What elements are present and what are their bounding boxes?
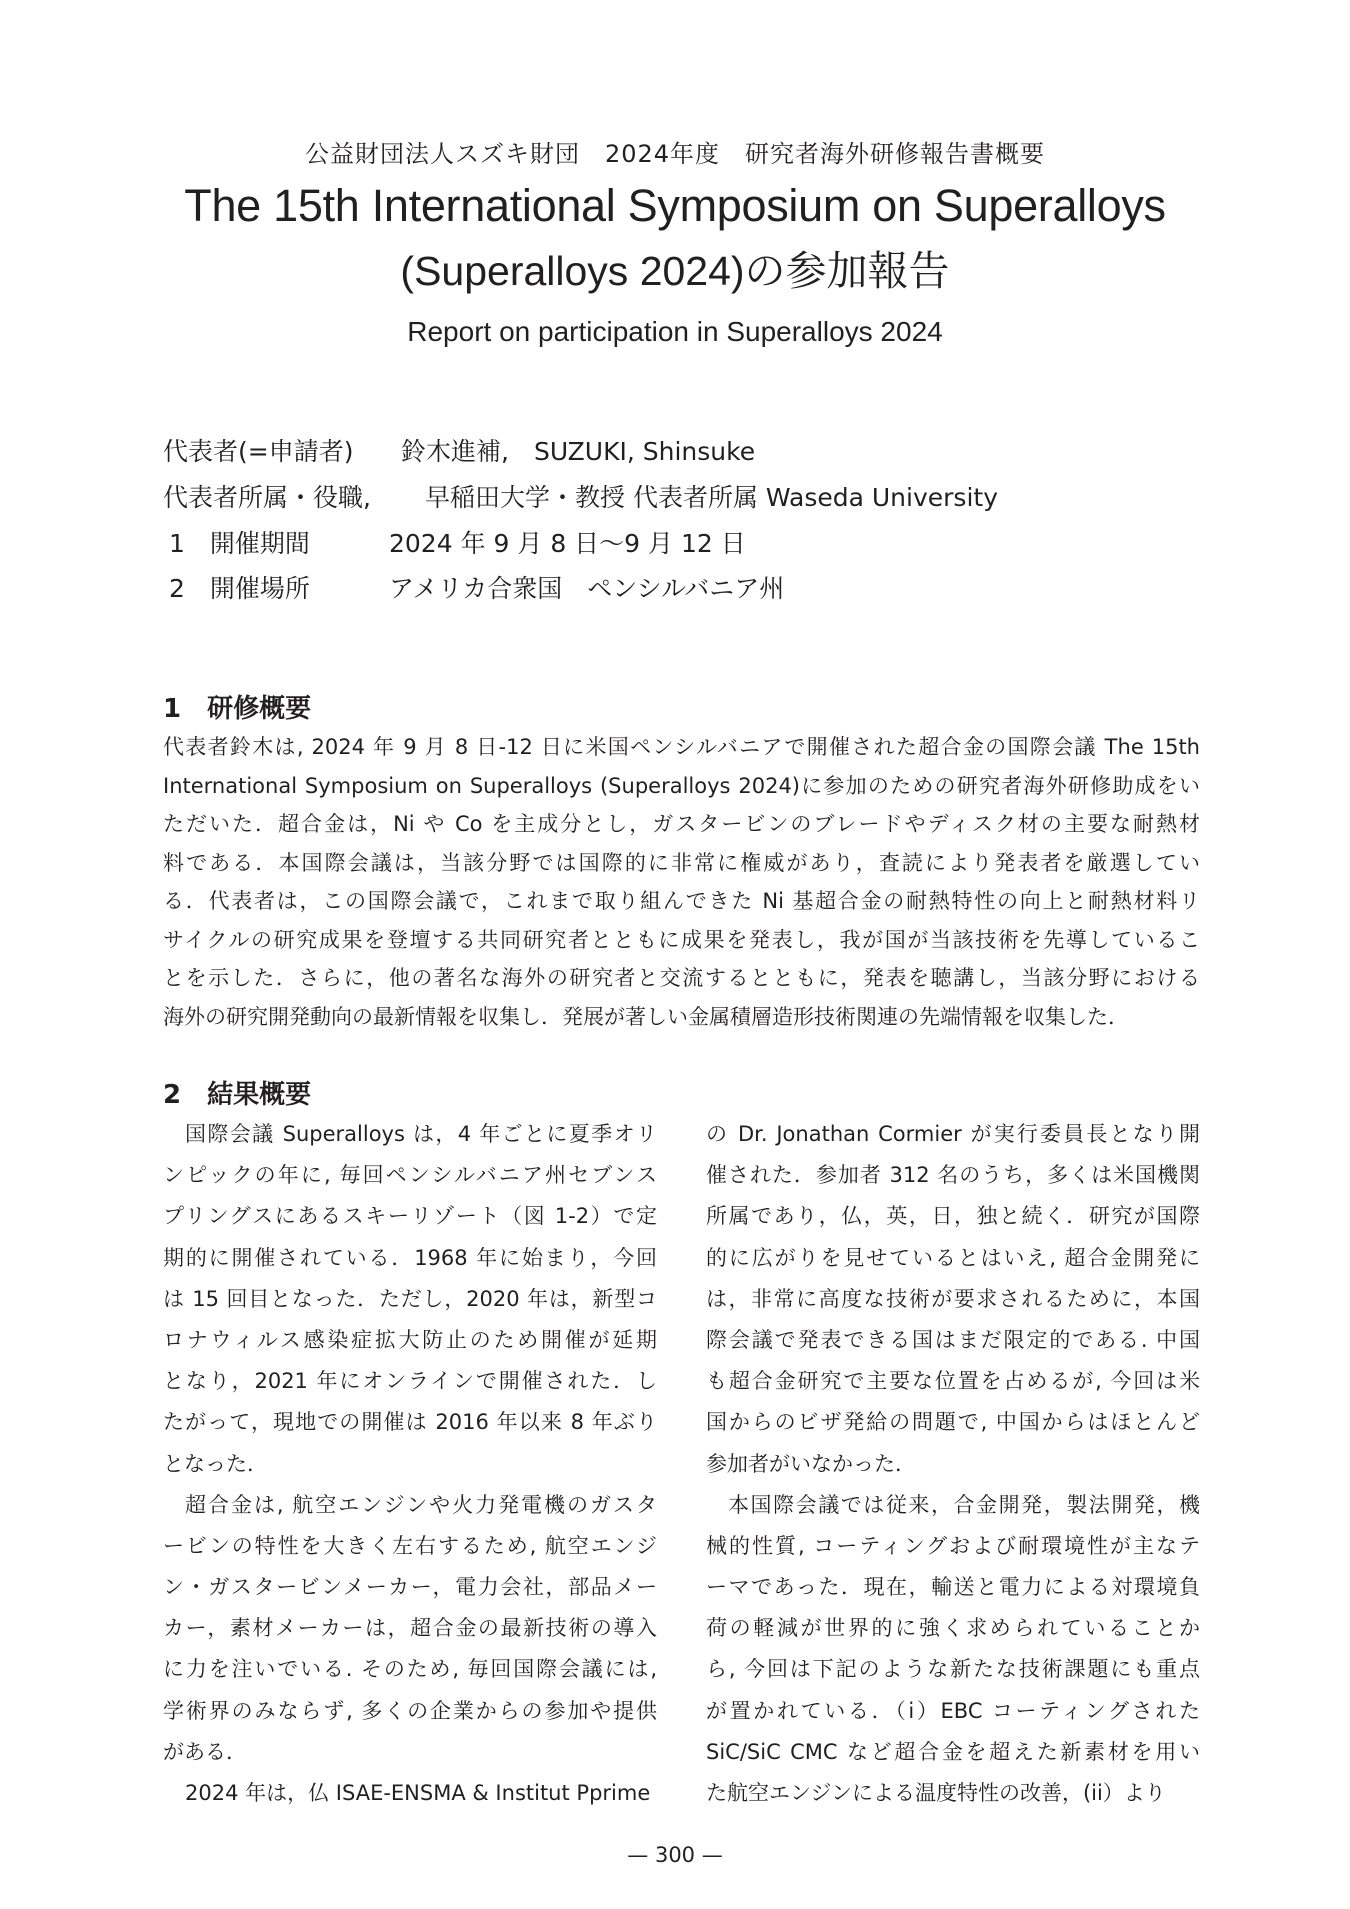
text-line: たがって，現地での開催は 2016 年以来 8 年ぶり bbox=[163, 1410, 657, 1435]
text-line: ービンの特性を大きく左右するため, 航空エンジ bbox=[163, 1533, 657, 1558]
title-line-1: The 15th International Symposium on Superalloys bbox=[184, 180, 1166, 231]
text-line: がある． bbox=[163, 1739, 247, 1764]
text-line: 2024 年は，仏 ISAE-ENSMA & Institut Pprime bbox=[185, 1781, 651, 1805]
info-value: 鈴木進補, SUZUKI, Shinsuke bbox=[401, 437, 756, 466]
text-line: 国からのビザ発給の問題で, 中国からはほとんど bbox=[706, 1410, 1200, 1435]
text-line: 海外の研究開発動向の最新情報を収集し．発展が著しい金属積層造形技術関連の先端情報を収集した． bbox=[163, 1004, 1129, 1029]
text-line: は 15 回目となった．ただし，2020 年は，新型コ bbox=[163, 1286, 657, 1311]
text-line: International Symposium on Superalloys (Superalloys 2024)に参加のための研究者海外研修助成をい bbox=[163, 773, 1200, 798]
text-line: 料である．本国際会議は，当該分野では国際的に非常に権威があり，査読により発表者を厳選してい bbox=[163, 850, 1200, 875]
text-line: ロナウィルス感染症拡大防止のため開催が延期 bbox=[163, 1327, 657, 1352]
text-line: ンピックの年に, 毎回ペンシルバニア州セブンス bbox=[163, 1163, 657, 1188]
info-representative bbox=[163, 432, 755, 468]
text-line: は，非常に高度な技術が要求されるために，本国 bbox=[706, 1286, 1200, 1311]
text-line: 期的に開催されている．1968 年に始まり，今回 bbox=[163, 1245, 657, 1270]
info-value: 早稲田大学・教授 代表者所属 Waseda University bbox=[425, 483, 998, 512]
text-line: に力を注いでいる. そのため, 毎回国際会議には, bbox=[163, 1657, 657, 1682]
section-1-body bbox=[163, 728, 1200, 1036]
text-line: 所属であり，仏，英，日，独と続く．研究が国際 bbox=[706, 1204, 1200, 1229]
text-line: ン・ガスタービンメーカー，電力会社，部品メー bbox=[163, 1575, 657, 1600]
text-line: とを示した．さらに，他の著名な海外の研究者と交流するとともに，発表を聴講し，当該分野における bbox=[163, 966, 1200, 990]
text-line: となった． bbox=[163, 1451, 268, 1476]
report-header: 公益財団法人スズキ財団 2024年度 研究者海外研修報告書概要 bbox=[304, 140, 1046, 168]
info-label: 1 開催期間 bbox=[169, 529, 310, 558]
text-line: の Dr. Jonathan Cormier が実行委員長となり開 bbox=[706, 1122, 1200, 1146]
text-line: 催された．参加者 312 名のうち，多くは米国機関 bbox=[706, 1163, 1200, 1188]
info-affiliation bbox=[163, 478, 998, 514]
text-line: SiC/SiC CMC など超合金を超えた新素材を用い bbox=[706, 1739, 1200, 1764]
text-line: ただいた．超合金は，Ni や Co を主成分とし，ガスタービンのブレードやディスク材の主要な耐熱材 bbox=[163, 812, 1200, 836]
page-number: — 300 — bbox=[627, 1843, 723, 1867]
title-line-2: (Superalloys 2024)の参加報告 bbox=[400, 248, 950, 294]
text-line: る．代表者は，この国際会議で，これまで取り組んできた Ni 基超合金の耐熱特性の向上と耐熱材料リ bbox=[163, 889, 1200, 913]
text-line: ら, 今回は下記のような新たな技術課題にも重点 bbox=[706, 1657, 1200, 1682]
info-period bbox=[163, 524, 746, 560]
info-venue bbox=[163, 569, 784, 605]
section-2-right-column bbox=[706, 1114, 1200, 1814]
text-line: 的に広がりを見せているとはいえ, 超合金開発に bbox=[706, 1245, 1200, 1270]
text-line: も超合金研究で主要な位置を占めるが, 今回は米 bbox=[706, 1369, 1200, 1394]
text-line: 学術界のみならず, 多くの企業からの参加や提供 bbox=[163, 1698, 657, 1723]
subtitle: Report on participation in Superalloys 2024 bbox=[407, 316, 943, 347]
text-line: 超合金は, 航空エンジンや火力発電機のガスタ bbox=[185, 1492, 657, 1517]
text-line: 国際会議 Superalloys は，4 年ごとに夏季オリ bbox=[185, 1122, 657, 1146]
text-line: カー，素材メーカーは，超合金の最新技術の導入 bbox=[163, 1616, 657, 1641]
info-label: 代表者所属・役職, bbox=[163, 483, 371, 512]
section-2-heading: 2 結果概要 bbox=[163, 1080, 312, 1110]
text-line: サイクルの研究成果を登壇する共同研究者とともに成果を発表し，我が国が当該技術を先導しているこ bbox=[163, 927, 1200, 952]
info-label: 2 開催場所 bbox=[169, 574, 310, 603]
text-line: た航空エンジンによる温度特性の改善，(ii）より bbox=[706, 1781, 1166, 1805]
text-line: 代表者鈴木は, 2024 年 9 月 8 日-12 日に米国ペンシルバニアで開催された超合金の国際会議 The 15th bbox=[163, 735, 1200, 759]
text-line: 際会議で発表できる国はまだ限定的である. 中国 bbox=[706, 1327, 1200, 1352]
section-2-left-column bbox=[163, 1114, 657, 1814]
text-line: が置かれている．（i）EBC コーティングされた bbox=[706, 1698, 1200, 1723]
text-line: 荷の軽減が世界的に強く求められていることか bbox=[706, 1616, 1200, 1641]
info-value: アメリカ合衆国 ペンシルバニア州 bbox=[389, 574, 785, 603]
info-value: 2024 年 9 月 8 日〜9 月 12 日 bbox=[389, 529, 746, 558]
text-line: 参加者がいなかった． bbox=[706, 1451, 916, 1476]
text-line: プリングスにあるスキーリゾート（図 1-2）で定 bbox=[163, 1204, 657, 1229]
text-line: となり，2021 年にオンラインで開催された．し bbox=[163, 1369, 657, 1394]
section-1-heading: 1 研修概要 bbox=[163, 694, 312, 724]
text-line: ーマであった．現在，輸送と電力による対環境負 bbox=[706, 1575, 1200, 1600]
info-label: 代表者(=申請者) bbox=[163, 437, 354, 466]
text-line: 械的性質, コーティングおよび耐環境性が主なテ bbox=[706, 1533, 1200, 1558]
text-line: 本国際会議では従来，合金開発，製法開発，機 bbox=[728, 1492, 1200, 1517]
